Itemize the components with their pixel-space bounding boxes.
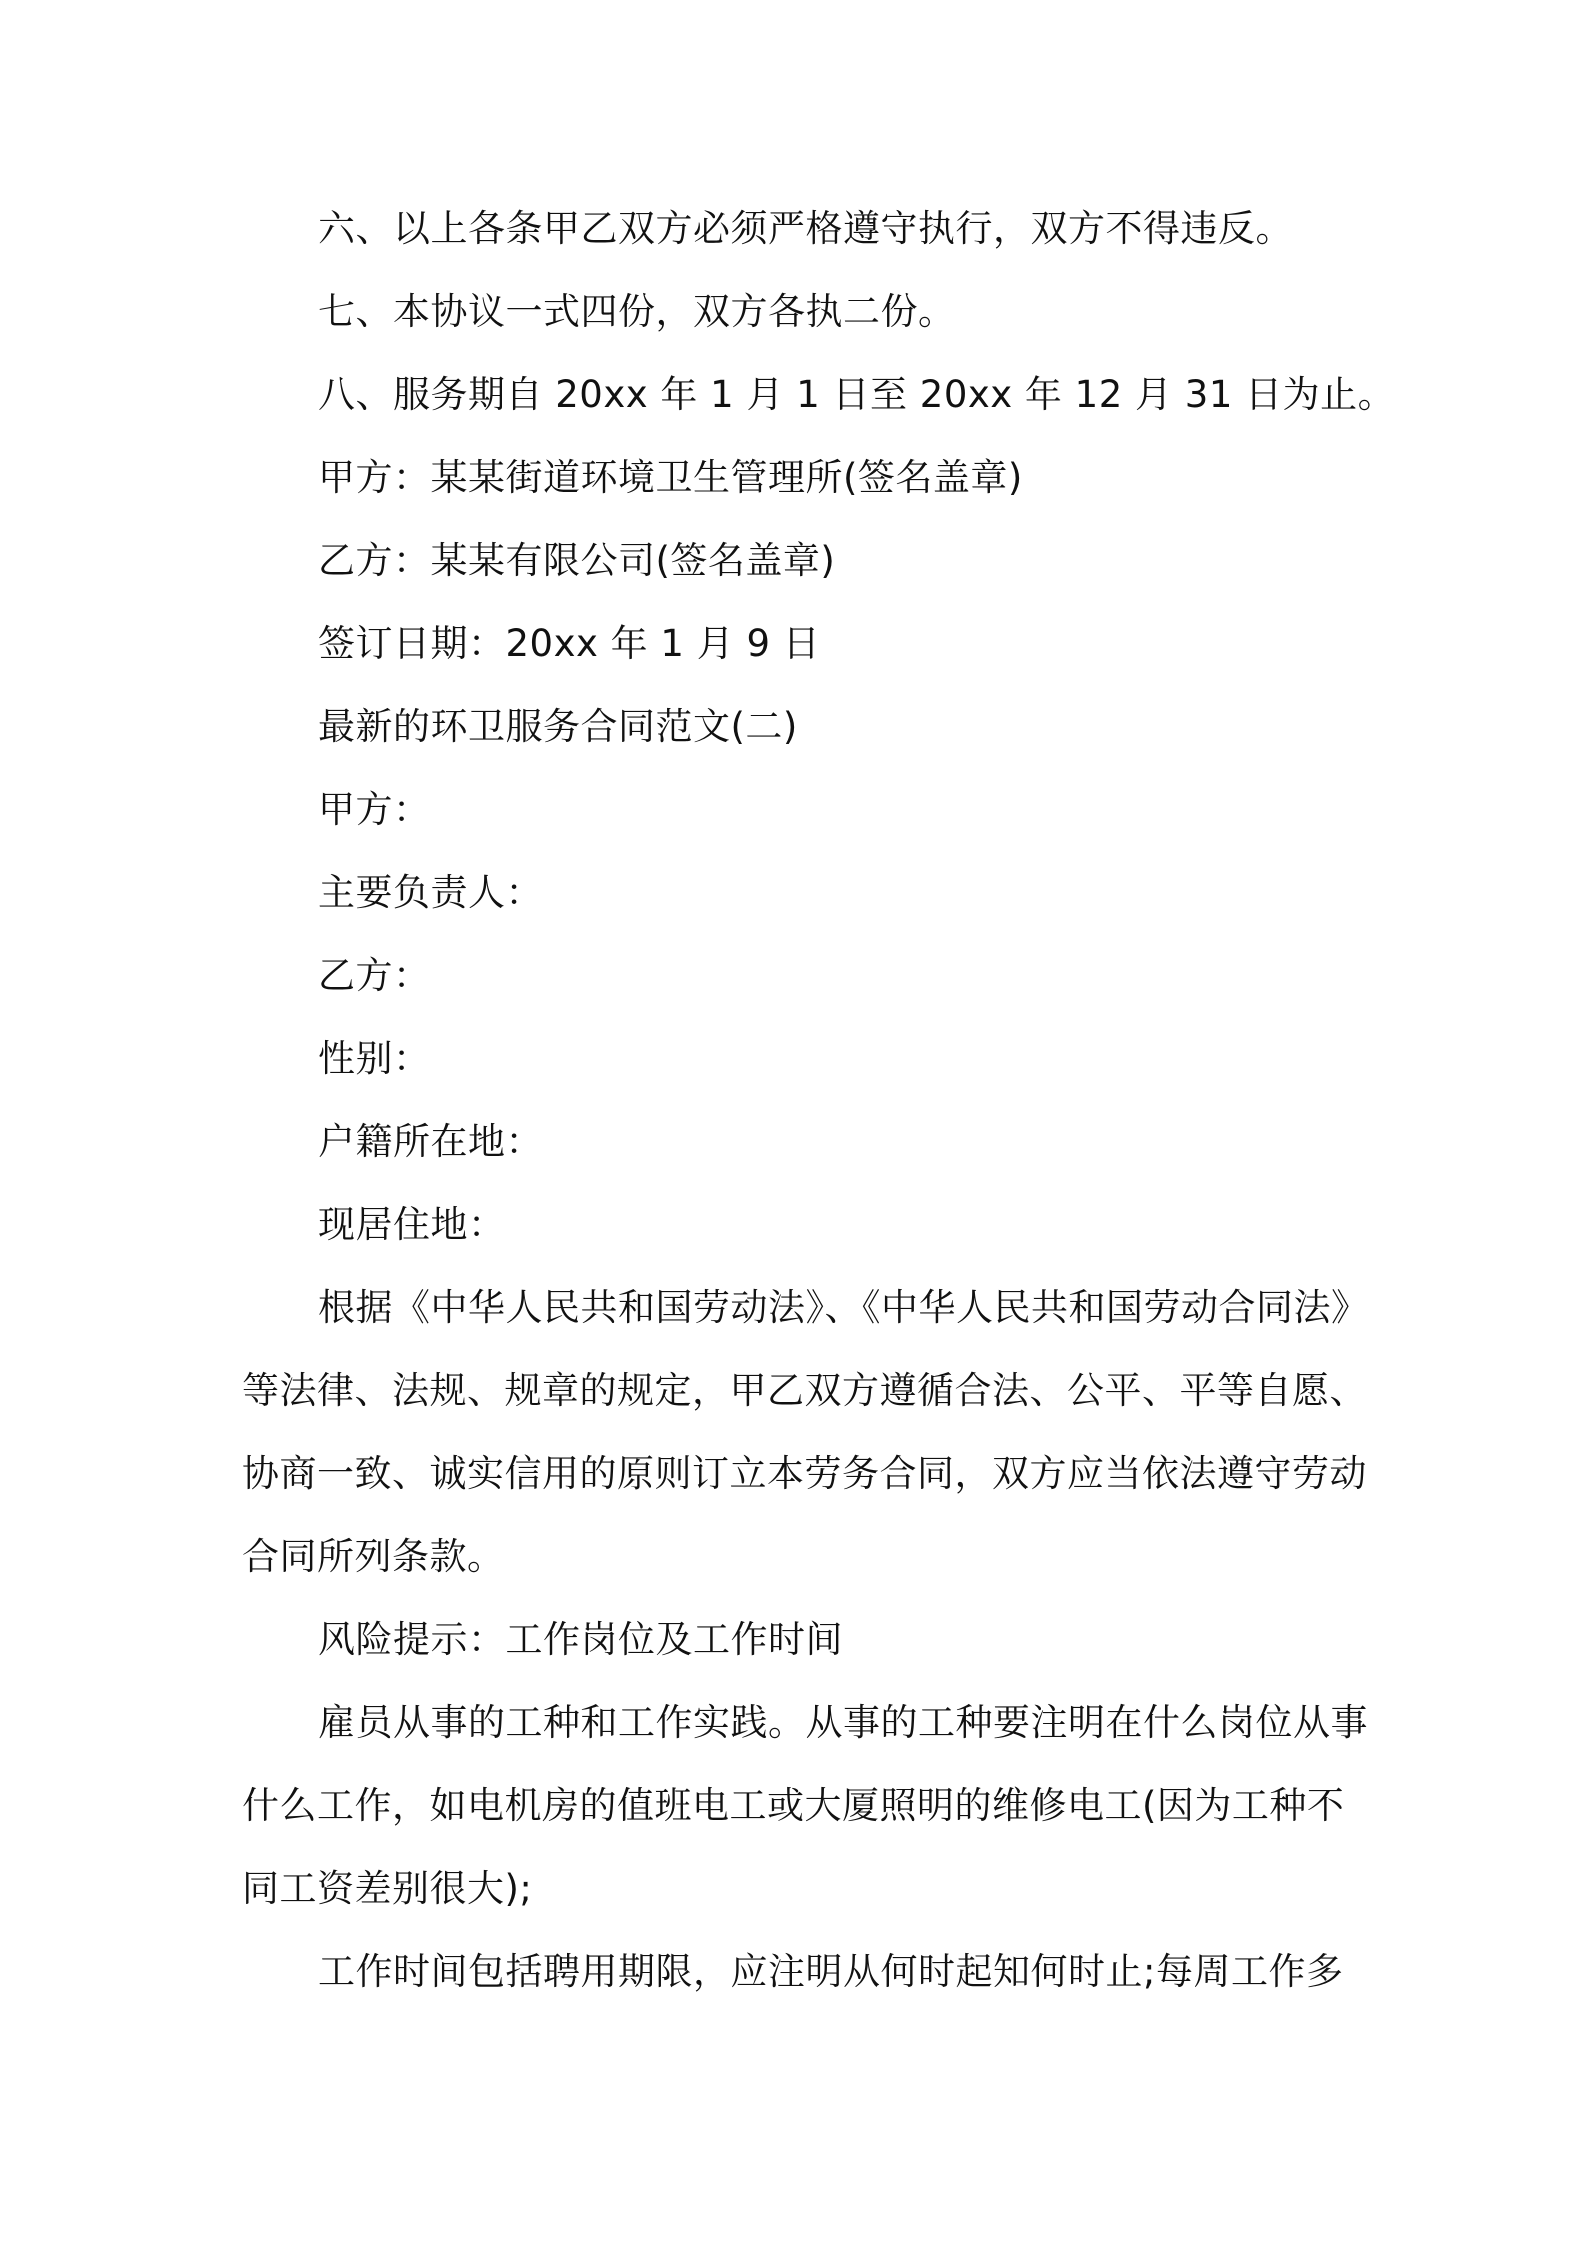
signing-date: 签订日期：20xx 年 1 月 9 日 <box>318 622 821 665</box>
risk-tip-heading: 风险提示：工作岗位及工作时间 <box>318 1618 843 1661</box>
paragraph-line: 协商一致、诚实信用的原则订立本劳务合同，双方应当依法遵守劳动 <box>242 1452 1367 1495</box>
field-current-residence: 现居住地： <box>318 1203 506 1246</box>
clause-8: 八、服务期自 20xx 年 1 月 1 日至 20xx 年 12 月 31 日为止。 <box>318 373 1396 416</box>
party-a-signature: 甲方：某某街道环境卫生管理所(签名盖章) <box>318 456 1023 499</box>
field-party-b: 乙方： <box>318 954 431 997</box>
paragraph-line: 同工资差别很大); <box>242 1867 533 1910</box>
clause-7: 七、本协议一式四份，双方各执二份。 <box>318 290 956 333</box>
field-gender: 性别： <box>318 1037 431 1080</box>
party-b-signature: 乙方：某某有限公司(签名盖章) <box>318 539 836 582</box>
paragraph-line: 合同所列条款。 <box>242 1535 505 1578</box>
paragraph-line: 工作时间包括聘用期限，应注明从何时起知何时止;每周工作多 <box>318 1950 1344 1993</box>
paragraph-line: 什么工作，如电机房的值班电工或大厦照明的维修电工(因为工种不 <box>242 1784 1345 1827</box>
paragraph-line: 根据《中华人民共和国劳动法》、《中华人民共和国劳动合同法》 <box>318 1286 1369 1329</box>
field-party-a: 甲方： <box>318 788 431 831</box>
paragraph-line: 雇员从事的工种和工作实践。从事的工种要注明在什么岗位从事 <box>318 1701 1368 1744</box>
field-household-registration: 户籍所在地： <box>318 1120 543 1163</box>
section-title: 最新的环卫服务合同范文(二) <box>318 705 798 748</box>
field-principal: 主要负责人： <box>318 871 543 914</box>
paragraph-line: 等法律、法规、规章的规定，甲乙双方遵循合法、公平、平等自愿、 <box>242 1369 1367 1412</box>
clause-6: 六、以上各条甲乙双方必须严格遵守执行，双方不得违反。 <box>318 207 1293 250</box>
